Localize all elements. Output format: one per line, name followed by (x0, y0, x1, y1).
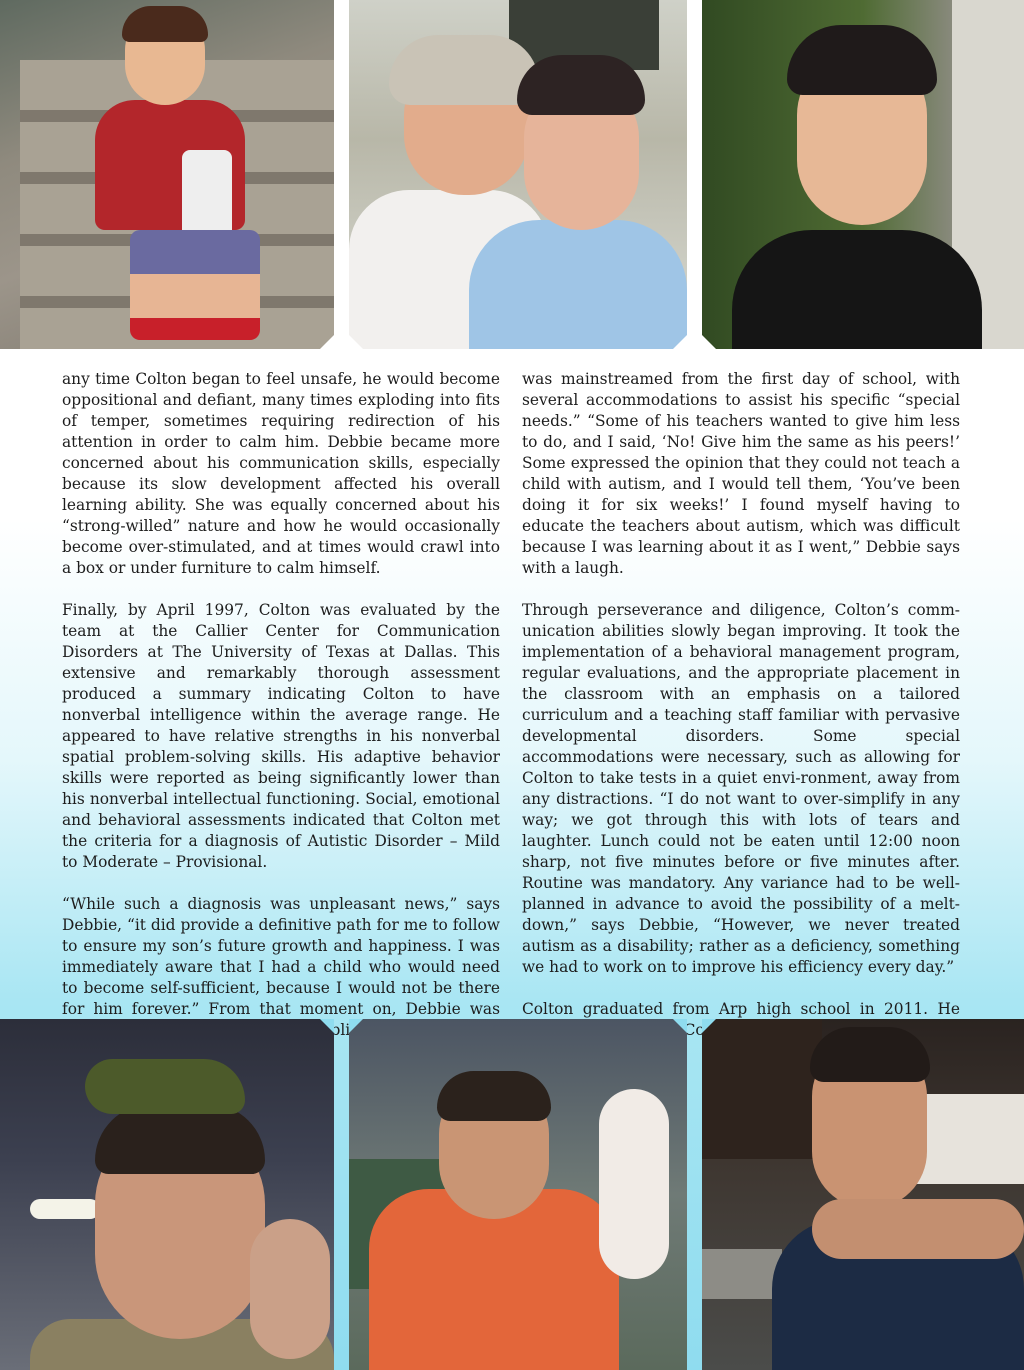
photo-toddler-on-steps (0, 0, 334, 349)
sink-shape (702, 1249, 782, 1299)
photo-man-with-cockatoo (349, 1019, 687, 1370)
paragraph: Colton graduated from Arp high school in 2011. He (522, 1000, 960, 1018)
photo-boy-smiling (702, 0, 1024, 349)
photo-mother-and-son (349, 0, 687, 349)
hand-shape (250, 1219, 330, 1359)
chameleon-shape (85, 1059, 245, 1114)
cockatoo-shape (599, 1089, 669, 1279)
arm-with-snake-shape (812, 1199, 1024, 1259)
child-legs-shape (130, 230, 260, 340)
article-column-left (62, 369, 500, 1062)
man-hair-shape (95, 1104, 265, 1174)
paragraph: any time Colton began to feel unsafe, he would become oppositional and defiant, many times exploding into fits of temper, sometimes requiring redirection of his attention in order to calm him. Debbie became more concerned about his communication skills, especially because its slow development affected his overall learning ability. She was equally concerned about his “strong-willed” nature and how he would occasionally become over-stimulated, and at times would crawl into a box or under furniture to calm himself. (62, 370, 500, 577)
boy-body-shape (732, 230, 982, 349)
photo-man-with-snake (702, 1019, 1024, 1370)
poster-shape (917, 1094, 1024, 1184)
cabinets-shape (702, 1019, 822, 1159)
child-hair-shape (122, 6, 208, 42)
son-body-shape (469, 220, 687, 349)
ceiling-lights-shape (30, 1199, 100, 1219)
boy-hair-shape (787, 25, 937, 95)
son-hair-shape (517, 55, 645, 115)
paragraph: “While such a diagnosis was unpleasant news,” says Debbie, “it did provide a definitive path for me to follow to ensure my son’s future growth and happiness. I was immediately aware that I had a child who would need to become self-sufficient, because I would not be there for him forever.” From that moment on, Debbie was public (62, 895, 500, 1039)
article-column-right (522, 369, 960, 1062)
paragraph: Through perseverance and diligence, Colton’s comm-unication abilities slowly began improving. It took the implementation of a behavioral management program, regular evaluations, and the appropriate placement in the classroom with an emphasis on a tailored curriculum and a teaching staff familiar with pervasive developmental disorders. Some special accommodations were necessary, such as allowing for Colton to take tests in a quiet envi-ronment, away from any distractions. “I do not want to over-simplify in any way; we got through this with lots of tears and laughter. Lunch could not be eaten until 12:00 noon sharp, not five minutes before or five minutes after. Routine was mandatory. Any variance had to be well-planned in advance to avoid the possibility of a melt-down,” says Debbie, “However, we never treated autism as a disability; rather as a deficiency, something we had to work on to improve his efficiency every day.” (522, 601, 960, 976)
paragraph: Finally, by April 1997, Colton was evaluated by the team at the Callier Center for Communication Disorders at The University of Texas at Dallas. This extensive and remarkably thorough assessment produced a summary indicating Colton to have nonverbal intelligence within the average range. He appeared to have relative strengths in his nonverbal spatial problem-solving skills. His adaptive behavior skills were reported as being significantly lower than his nonverbal intellectual functioning. Social, emotional and behavioral assessments indicated that Colton met the criteria for a diagnosis of Autistic Disorder – Mild to Moderate – Provisional. (62, 601, 500, 871)
photo-man-with-chameleon (0, 1019, 334, 1370)
man-hair-shape (437, 1071, 551, 1121)
man-hair-shape (810, 1027, 930, 1082)
paragraph: was mainstreamed from the first day of school, with several accommodations to assist his specific “special needs.” “Some of his teachers wanted to give him less to do, and I said, ‘No! Give him the same as his peers!’ Some expressed the opinion that they could not teach a child with autism, and I would tell them, ‘You’ve been doing it for six weeks!’ I found myself having to educate the teachers about autism, which was difficult because I was learning about it as I went,” Debbie says with a laugh. (522, 370, 960, 577)
